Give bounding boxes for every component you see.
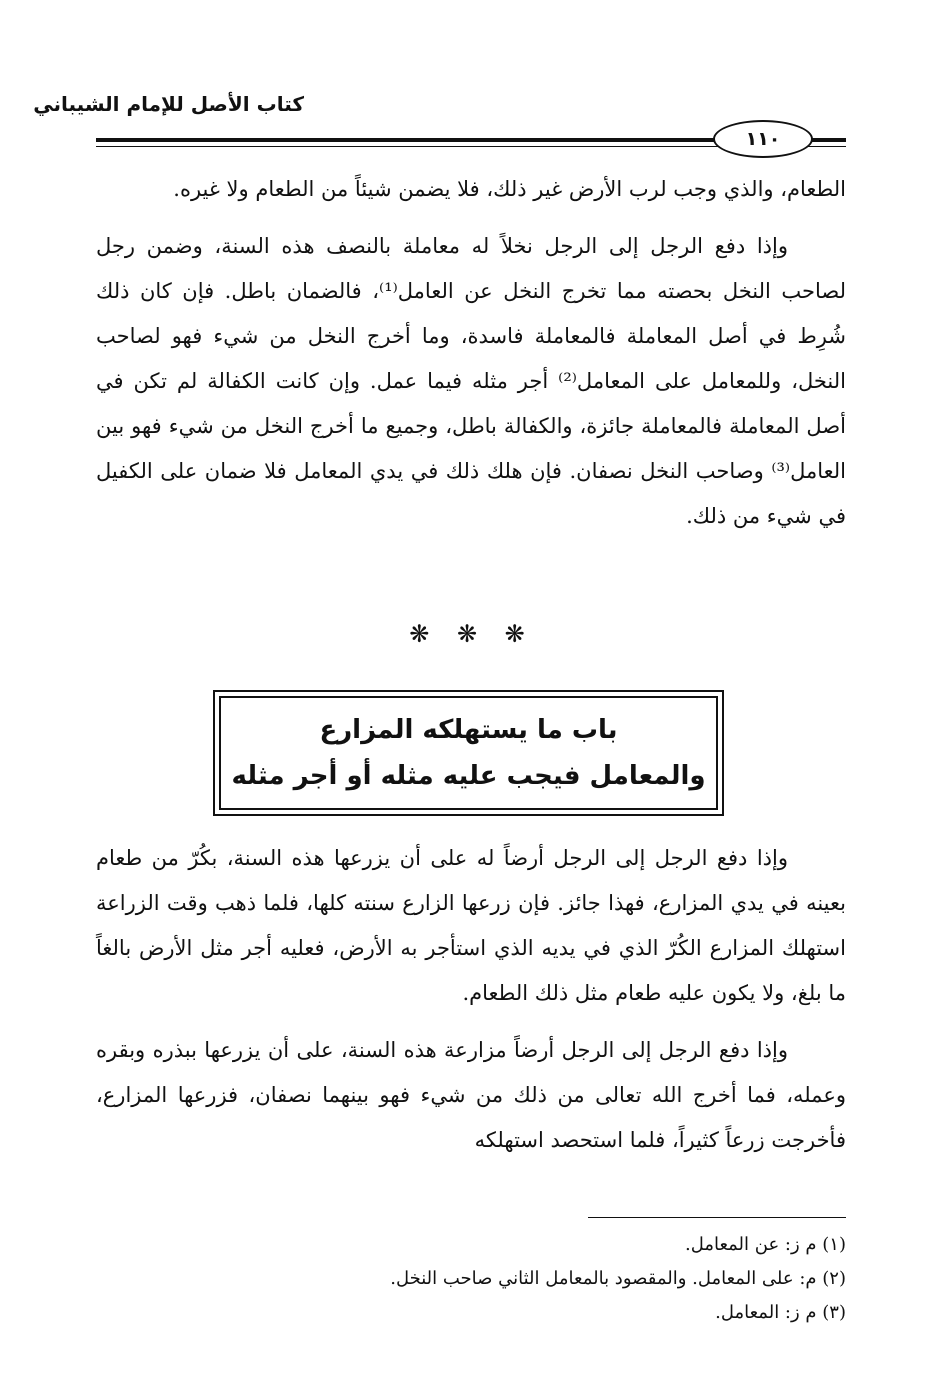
footnotes	[96, 1228, 846, 1330]
paragraph-3: وإذا دفع الرجل إلى الرجل أرضاً له على أن يزرعها هذه السنة، بكُرّ من طعام بعينه في يدي المزارع، فهذا جائز. فإن زرعها الزارع سنته كلها، فلما ذهب وقت الزراعة استهلك المزارع الكُرّ الذي في يديه الذي استأجر به الأرض، فعليه أجر مثل الأرض بالغاً ما بلغ، ولا يكون عليه طعام مثل ذلك الطعام.	[96, 846, 846, 1005]
footnote-3: (٣) م ز: المعامل.	[715, 1302, 846, 1323]
footnote-2: (٢) م: على المعامل. والمقصود بالمعامل الثاني صاحب النخل.	[390, 1268, 846, 1289]
footnote-separator	[588, 1217, 846, 1218]
paragraph-4: وإذا دفع الرجل إلى الرجل أرضاً مزارعة هذه السنة، على أن يزرعها ببذره وبقره وعمله، فما أخرج الله تعالى من ذلك من شيء فهو بينهما نصفان، فزرعها المزارع، فأخرجت زرعاً كثيراً، فلما استحصد استهلكه	[96, 1038, 846, 1152]
body-text-bottom	[96, 836, 846, 1163]
section-ornament: ❋ ❋ ❋	[409, 620, 535, 648]
body-text-top	[96, 167, 846, 539]
chapter-heading-inner-frame	[219, 696, 718, 810]
footnote-1: (١) م ز: عن المعامل.	[684, 1234, 846, 1255]
running-header-title: كتاب الأصل للإمام الشيباني	[33, 92, 304, 116]
chapter-heading-line-1: باب ما يستهلكه المزارع	[319, 715, 618, 745]
paragraph-1: الطعام، والذي وجب لرب الأرض غير ذلك، فلا يضمن شيئاً من الطعام ولا غيره.	[173, 177, 846, 201]
paragraph-2: وإذا دفع الرجل إلى الرجل نخلاً له معاملة بالنصف هذه السنة، وضمن رجل لصاحب النخل بحصته مما تخرج النخل عن العامل⁽¹⁾، فالضمان باطل. فإن كان ذلك شُرِط في أصل المعاملة فالمعاملة فاسدة، وما أخرج النخل من شيء فهو لصاحب النخل، وللمعامل على المعامل⁽²⁾ أجر مثله فيما عمل. وإن كانت الكفالة لم تكن في أصل المعاملة فالمعاملة جائزة، والكفالة باطل، وجميع ما أخرج النخل من شيء فهو بين العامل⁽³⁾ وصاحب النخل نصفان. فإن هلك ذلك في يدي المعامل فلا ضمان على الكفيل في شيء من ذلك.	[96, 234, 847, 528]
page-number-badge: ١١٠	[713, 120, 813, 158]
chapter-heading-frame	[213, 690, 724, 816]
chapter-heading-line-2: والمعامل فيجب عليه مثله أو أجر مثله	[231, 761, 706, 791]
